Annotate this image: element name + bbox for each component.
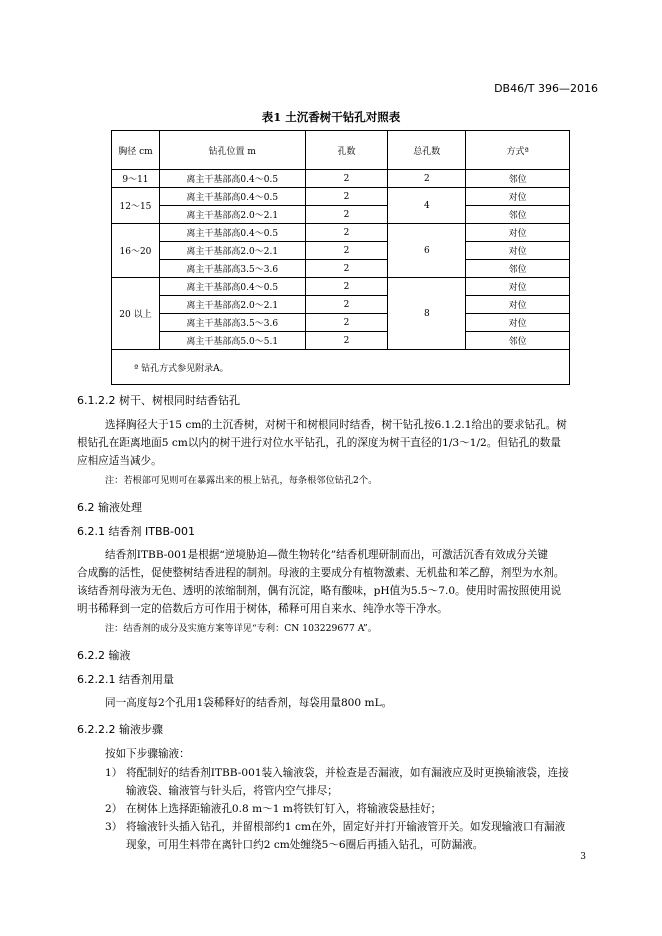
- cell-method: 邻位: [466, 332, 570, 350]
- section-6-2-heading: 6.2 输液处理: [77, 501, 142, 514]
- header-position: [159, 131, 305, 170]
- header-position-unit: m: [247, 146, 256, 157]
- cell-diameter: 16～20: [112, 224, 160, 278]
- header-position-label: 钻孔位置: [208, 146, 245, 157]
- cell-total: 6: [388, 224, 466, 278]
- table-row: [112, 170, 570, 188]
- table-row: [112, 314, 570, 332]
- cell-method: 邻位: [466, 206, 570, 224]
- cell-diameter: 12～15: [112, 188, 160, 224]
- cell-position: 离主干基部高0.4～0.5: [159, 224, 305, 242]
- header-diameter-label: 胸径: [118, 146, 137, 157]
- step-1-number: 1）: [105, 767, 123, 779]
- step-2-number: 2）: [105, 803, 123, 815]
- section-6-2-2-1-heading: 6.2.2.1 结香剂用量: [77, 673, 174, 686]
- step-2-line-1: 在树体上选择距输液孔0.8 m～1 m将铁钉钉入，将输液袋悬挂好；: [126, 803, 442, 815]
- section-6-2-2-2-heading: 6.2.2.2 输液步骤: [77, 723, 163, 736]
- cell-diameter: 9～11: [112, 170, 160, 188]
- cell-diameter: 20 以上: [112, 278, 160, 350]
- cell-method: 邻位: [466, 260, 570, 278]
- cell-position: 离主干基部高2.0～2.1: [159, 206, 305, 224]
- step-3-line-1: 将输液针头插入钻孔，并留根部约1 cm在外，固定好并打开输液管开关。如发现输液口有漏液: [126, 821, 566, 833]
- cell-position: 离主干基部高5.0～5.1: [159, 332, 305, 350]
- section-6-2-1-line-1: 结香剂ITBB-001是根据“逆境胁迫—微生物转化”结香机理研制而出，可激活沉香有效成分关键: [105, 549, 549, 561]
- table-row: [112, 332, 570, 350]
- cell-method: 对位: [466, 188, 570, 206]
- cell-holes: 2: [305, 296, 388, 314]
- cell-holes: 2: [305, 170, 388, 188]
- cell-position: 离主干基部高0.4～0.5: [159, 188, 305, 206]
- cell-method: 对位: [466, 314, 570, 332]
- section-6-1-2-2-line-2: 根钻孔在距离地面5 cm以内的树干进行对位水平钻孔，孔的深度为树干直径的1/3～1/2。但钻孔的数量: [77, 437, 561, 449]
- table-row: [112, 242, 570, 260]
- step-1-line-1: 将配制好的结香剂ITBB-001装入输液袋，并检查是否漏液，如有漏液应及时更换输液袋，连接: [126, 767, 569, 779]
- table-row: [112, 188, 570, 206]
- cell-method: 对位: [466, 296, 570, 314]
- table-footnote-row: [112, 350, 570, 385]
- section-6-2-1-note: 注：结香剂的成分及实施方案等详见“专利：CN 103229677 A”。: [105, 623, 377, 634]
- cell-holes: 2: [305, 278, 388, 296]
- header-total: 总孔数: [388, 131, 466, 170]
- section-6-2-2-1-text: 同一高度每2个孔用1袋稀释好的结香剂，每袋用量800 mL。: [105, 697, 393, 709]
- table-row: [112, 224, 570, 242]
- section-6-1-2-2-heading: 6.1.2.2 树干、树根同时结香钻孔: [77, 394, 240, 407]
- cell-total: 4: [388, 188, 466, 224]
- step-3-line-2: 现象，可用生料带在离针口约2 cm处缠绕5～6圈后再插入钻孔，可防漏液。: [126, 839, 484, 851]
- cell-total: 8: [388, 278, 466, 350]
- cell-holes: 2: [305, 314, 388, 332]
- standard-code: DB46/T 396—2016: [494, 82, 598, 95]
- page-number: 3: [580, 852, 586, 862]
- cell-holes: 2: [305, 206, 388, 224]
- table-row: [112, 260, 570, 278]
- cell-holes: 2: [305, 332, 388, 350]
- table-row: [112, 278, 570, 296]
- section-6-1-2-2-line-3: 应相应适当减少。: [77, 455, 162, 467]
- cell-position: 离主干基部高2.0～2.1: [159, 296, 305, 314]
- header-diameter-unit: cm: [139, 146, 153, 157]
- section-6-2-2-heading: 6.2.2 输液: [77, 649, 131, 662]
- table-row: [112, 206, 570, 224]
- cell-holes: 2: [305, 242, 388, 260]
- table-header-row: [112, 131, 570, 170]
- cell-holes: 2: [305, 224, 388, 242]
- header-method: 方式ª: [466, 131, 570, 170]
- table-row: [112, 296, 570, 314]
- cell-method: 对位: [466, 242, 570, 260]
- table-title: 表1 土沉香树干钻孔对照表: [261, 110, 401, 124]
- cell-method: 邻位: [466, 170, 570, 188]
- cell-position: 离主干基部高0.4～0.5: [159, 170, 305, 188]
- table-footnote: ª 钻孔方式参见附录A。: [112, 350, 570, 385]
- cell-position: 离主干基部高3.5～3.6: [159, 260, 305, 278]
- section-6-2-1-heading: 6.2.1 结香剂 ITBB-001: [77, 525, 196, 538]
- cell-holes: 2: [305, 188, 388, 206]
- cell-method: 对位: [466, 278, 570, 296]
- steps-intro: 按如下步骤输液：: [105, 748, 190, 760]
- step-3-number: 3）: [105, 821, 123, 833]
- cell-position: 离主干基部高2.0～2.1: [159, 242, 305, 260]
- section-6-2-1-line-2: 合成酶的活性，促使整树结香进程的制剂。母液的主要成分有植物激素、无机盐和苯乙醇，剂型为水剂。: [77, 567, 565, 579]
- step-1-line-2: 输液袋、输液管与针头后，将管内空气排尽；: [126, 785, 338, 797]
- cell-position: 离主干基部高3.5～3.6: [159, 314, 305, 332]
- section-6-1-2-2-note: 注：若根部可见则可在暴露出来的根上钻孔，每条根邻位钻孔2个。: [105, 475, 378, 486]
- header-holes: 孔数: [305, 131, 388, 170]
- section-6-2-1-line-3: 该结香剂母液为无色、透明的浓缩制剂，偶有沉淀，略有酸味，pH值为5.5～7.0。使用时需按照使用说: [77, 585, 562, 597]
- cell-method: 对位: [466, 224, 570, 242]
- cell-position: 离主干基部高0.4～0.5: [159, 278, 305, 296]
- section-6-2-1-line-4: 明书稀释到一定的倍数后方可作用于树体，稀释可用自来水、纯净水等干净水。: [77, 603, 448, 615]
- drilling-table: [111, 130, 570, 385]
- cell-total: 2: [388, 170, 466, 188]
- header-diameter: [112, 131, 160, 170]
- cell-holes: 2: [305, 260, 388, 278]
- section-6-1-2-2-line-1: 选择胸径大于15 cm的土沉香树，对树干和树根同时结香，树干钻孔按6.1.2.1给出的要求钻孔。树: [105, 419, 567, 431]
